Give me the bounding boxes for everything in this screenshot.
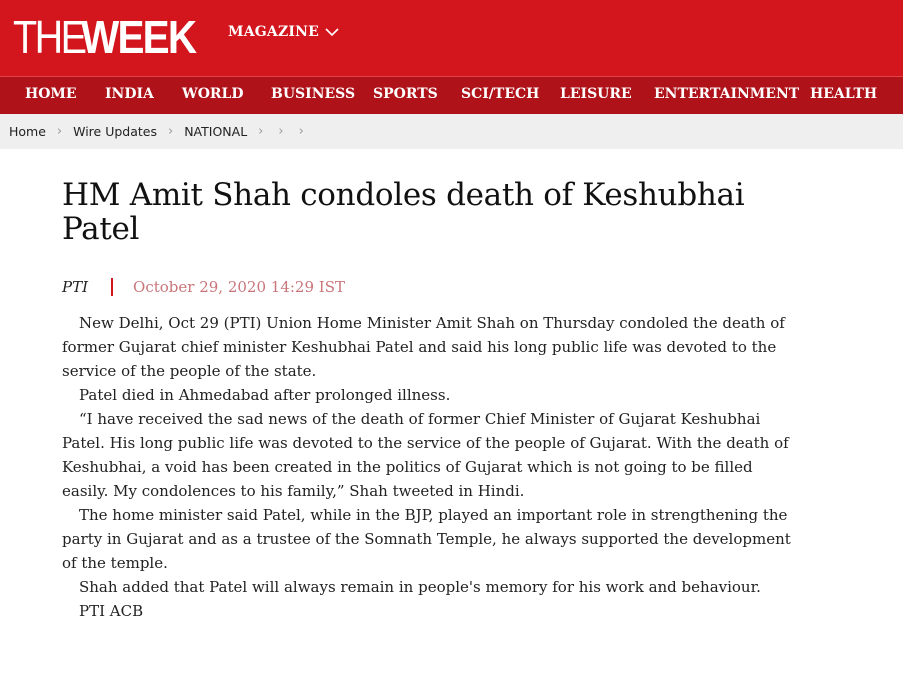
article-paragraph: New Delhi, Oct 29 (PTI) Union Home Minister Amit Shah on Thursday condoled the death of former Gujarat chief minister Keshubhai Patel and said his long public life was devoted to the service of the people of the state.	[62, 314, 785, 380]
main-nav	[0, 76, 903, 114]
chevron-right-icon: ›	[278, 124, 284, 139]
article-paragraph: The home minister said Patel, while in the BJP, played an important role in strengthening the party in Gujarat and as a trustee of the Somnath Temple, he always supported the development of the temple.	[62, 506, 791, 572]
nav-scitech[interactable]: SCI/TECH	[461, 86, 540, 102]
chevron-right-icon: ›	[298, 124, 304, 139]
breadcrumb-home[interactable]: Home	[9, 124, 46, 139]
magazine-label: MAGAZINE	[228, 24, 320, 40]
site-header	[0, 0, 903, 76]
article-paragraph: Shah added that Patel will always remain in people's memory for his work and behaviour.	[79, 578, 761, 596]
breadcrumb-wire-updates[interactable]: Wire Updates	[73, 124, 157, 139]
article-paragraph: PTI ACB	[79, 602, 144, 620]
chevron-right-icon: ›	[258, 124, 264, 139]
nav-leisure[interactable]: LEISURE	[560, 86, 632, 102]
magazine-menu-button[interactable]	[228, 24, 339, 40]
chevron-right-icon: ›	[56, 124, 63, 139]
nav-health[interactable]: HEALTH	[810, 86, 878, 102]
logo-the: THE	[13, 11, 85, 63]
article-title: HM Amit Shah condoles death of Keshubhai Patel	[62, 177, 745, 247]
nav-entertainment[interactable]: ENTERTAINMENT	[654, 86, 800, 102]
site-logo[interactable]	[13, 11, 211, 63]
nav-business[interactable]: BUSINESS	[271, 86, 356, 102]
article-source: PTI	[62, 278, 89, 296]
article	[62, 178, 792, 623]
nav-india[interactable]: INDIA	[105, 86, 154, 102]
breadcrumb-national[interactable]: NATIONAL	[184, 124, 248, 139]
article-date: October 29, 2020 14:29 IST	[133, 278, 345, 296]
nav-world[interactable]: WORLD	[182, 86, 244, 102]
nav-sports[interactable]: SPORTS	[373, 86, 438, 102]
breadcrumb	[0, 114, 903, 149]
chevron-down-icon	[325, 28, 339, 37]
meta-divider	[111, 278, 113, 296]
chevron-right-icon: ›	[168, 124, 174, 139]
article-paragraph: “I have received the sad news of the death of former Chief Minister of Gujarat Keshubhai Patel. His long public life was devoted to the service of the people of Gujarat. With the death of Keshubhai, a void has been created in the politics of Gujarat which is not going to be filled easily. My condolences to his family,” Shah tweeted in Hindi.	[62, 410, 789, 500]
logo-week: WEEK	[81, 11, 196, 63]
nav-home[interactable]: HOME	[25, 86, 77, 102]
article-body	[62, 311, 792, 623]
article-paragraph: Patel died in Ahmedabad after prolonged illness.	[79, 386, 451, 404]
article-meta	[62, 278, 792, 296]
